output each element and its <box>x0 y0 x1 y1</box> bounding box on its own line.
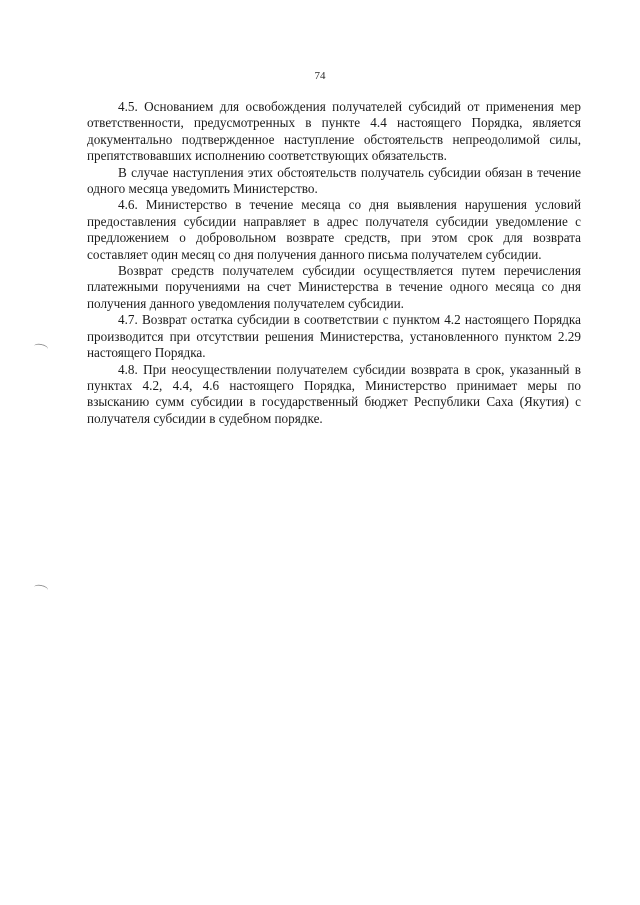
scan-margin-mark <box>33 584 48 594</box>
paragraph-4-6: 4.6. Министерство в течение месяца со дня выявления нарушения условий предоставления субсидии направляет в адрес получателя субсидии уведомление с предложением о добровольном возврате средств, при этом срок для возврата составляет один месяц со дня получения данного письма получателем субсидии. <box>87 197 581 262</box>
paragraph-4-8: 4.8. При неосуществлении получателем субсидии возврата в срок, указанный в пунктах 4.2, 4.4, 4.6 настоящего Порядка, Министерство принимает меры по взысканию сумм субсидии в государственный бюджет Республики Саха (Якутия) с получателя субсидии в судебном порядке. <box>87 361 581 426</box>
document-body <box>87 99 581 427</box>
scan-margin-mark <box>33 343 48 353</box>
paragraph-4-7: 4.7. Возврат остатка субсидии в соответствии с пунктом 4.2 настоящего Порядка производится при отсутствии решения Министерства, установленного пунктом 2.29 настоящего Порядка. <box>87 312 581 361</box>
paragraph-refund-transfer: Возврат средств получателем субсидии осуществляется путем перечисления платежными поручениями на счет Министерства в течение одного месяца со дня получения данного уведомления получателем субсидии. <box>87 263 581 311</box>
paragraph-4-5: 4.5. Основанием для освобождения получателей субсидий от применения мер ответственности, предусмотренных в пункте 4.4 настоящего Порядка, является документально подтвержденное наступление обстоятельств непреодолимой силы, препятствовавших исполнению соответствующих обязательств. <box>87 99 581 164</box>
paragraph-force-majeure-notice: В случае наступления этих обстоятельств получатель субсидии обязан в течение одного месяца уведомить Министерство. <box>87 164 581 197</box>
page-number: 74 <box>314 70 326 82</box>
